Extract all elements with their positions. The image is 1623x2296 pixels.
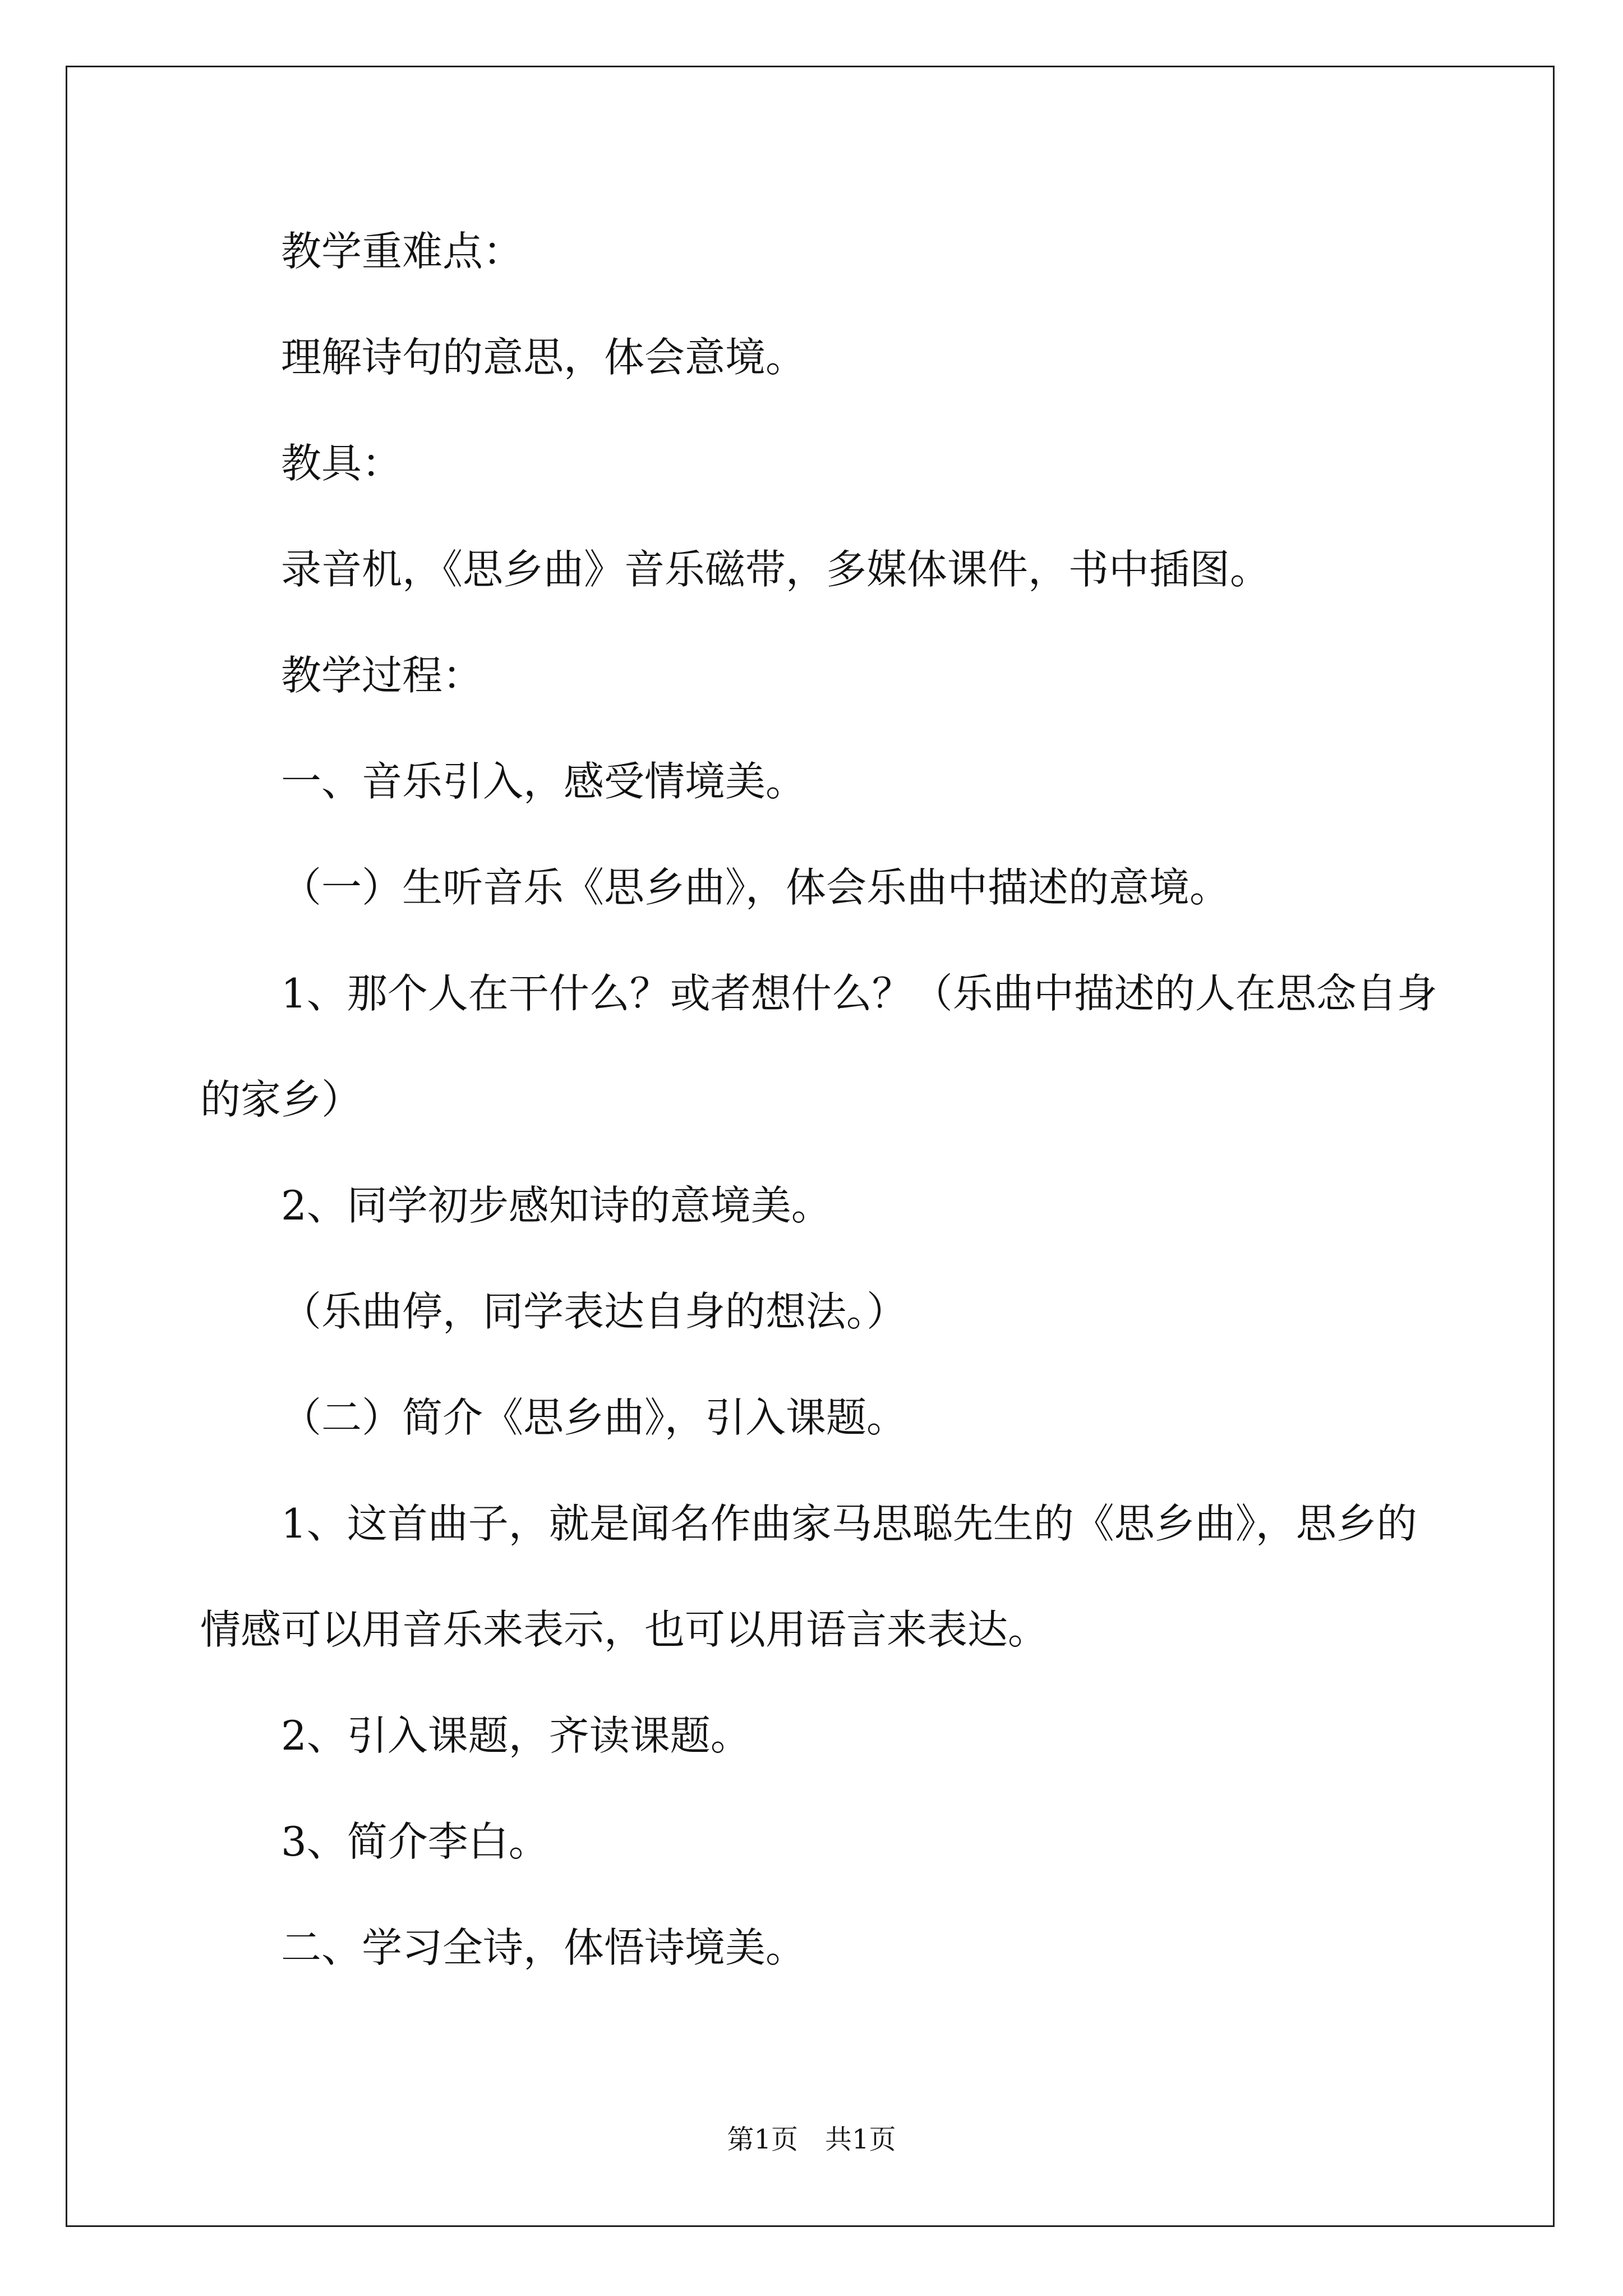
paragraph-line: 2、同学初步感知诗的意境美。: [281, 1182, 832, 1229]
paragraph: [200, 835, 1541, 941]
document-body: [200, 199, 1541, 2001]
paragraph-line: 情感可以用音乐来表示，也可以用语言来表达。: [200, 1606, 1049, 1653]
paragraph: [200, 729, 1541, 835]
paragraph: [200, 941, 1541, 1153]
paragraph: [200, 1789, 1541, 1895]
paragraph-line: 教学重难点：: [281, 228, 524, 275]
paragraph: [200, 517, 1541, 623]
paragraph: [200, 1259, 1541, 1365]
page-number-total: 共1页: [825, 2124, 896, 2155]
page-number-current: 第1页: [727, 2124, 798, 2155]
paragraph: [200, 1365, 1541, 1471]
paragraph: [200, 305, 1541, 411]
paragraph: [200, 1683, 1541, 1789]
paragraph-line: 3、简介李白。: [281, 1818, 549, 1865]
paragraph: [200, 1153, 1541, 1259]
paragraph-line: 教学过程：: [281, 652, 483, 699]
paragraph-line: 1、那个人在干什么？或者想什么？（乐曲中描述的人在思念自身: [281, 970, 1437, 1017]
paragraph-line: 理解诗句的意思，体会意境。: [281, 334, 806, 381]
paragraph-heading-key-points: [200, 199, 1541, 305]
paragraph-heading-teaching-aids: [200, 411, 1541, 517]
paragraph-line: 教具：: [281, 440, 403, 487]
page-footer: [0, 2124, 1623, 2155]
paragraph-heading-process: [200, 623, 1541, 729]
paragraph-line: 2、引入课题，齐读课题。: [281, 1712, 751, 1759]
paragraph-line: 一、音乐引入，感受情境美。: [281, 758, 806, 805]
paragraph-line: 的家乡）: [200, 1076, 362, 1123]
paragraph: [200, 1471, 1541, 1683]
paragraph-line: （乐曲停，同学表达自身的想法。）: [281, 1288, 907, 1335]
paragraph: [200, 1895, 1541, 2001]
paragraph-line: 二、学习全诗，体悟诗境美。: [281, 1924, 806, 1971]
paragraph-line: 1、这首曲子，就是闻名作曲家马思聪先生的《思乡曲》，思乡的: [281, 1500, 1417, 1547]
paragraph-line: （二）简介《思乡曲》，引入课题。: [281, 1394, 907, 1441]
paragraph-line: （一）生听音乐《思乡曲》，体会乐曲中描述的意境。: [281, 864, 1230, 911]
paragraph-line: 录音机，《思乡曲》音乐磁带，多媒体课件，书中插图。: [281, 546, 1271, 593]
